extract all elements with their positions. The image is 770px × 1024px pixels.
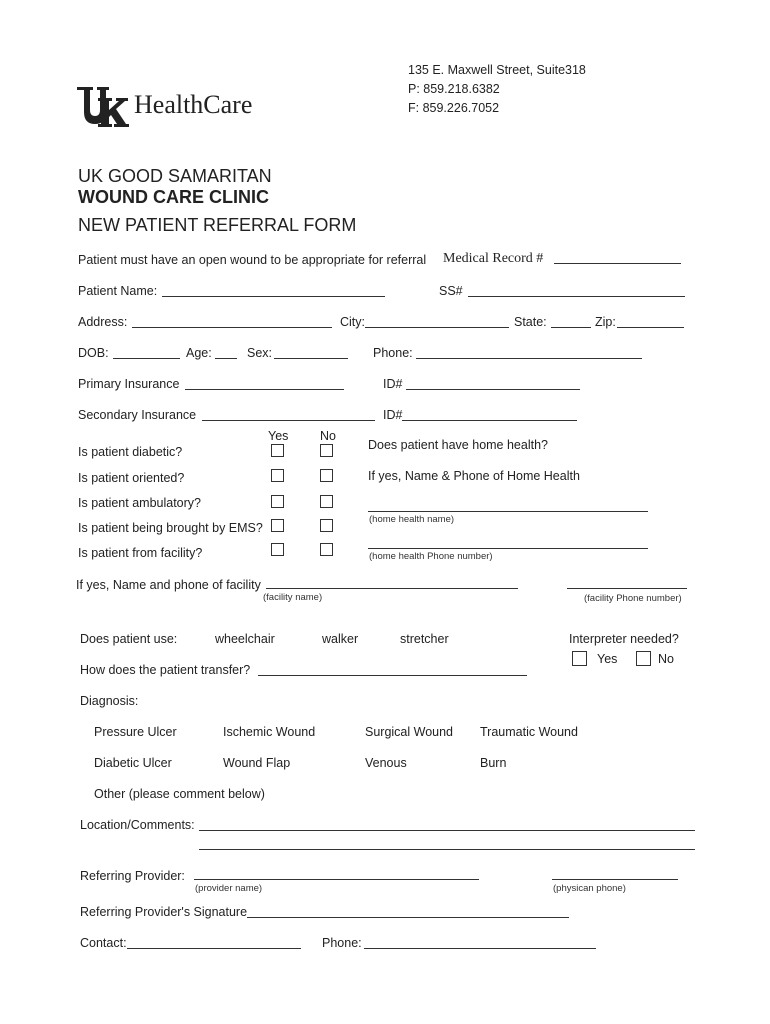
provider-name-caption: (provider name) [195,883,263,894]
primary-id-field[interactable] [406,389,580,390]
address-label: Address: [78,315,128,329]
medical-record-field[interactable] [554,263,681,264]
ss-label: SS# [439,284,463,298]
diagnosis-burn[interactable]: Burn [480,756,507,770]
secondary-id-label: ID# [383,408,403,422]
diagnosis-diabetic-ulcer[interactable]: Diabetic Ulcer [94,756,172,770]
ss-field[interactable] [468,296,685,297]
secondary-id-field[interactable] [402,420,577,421]
medical-record-label: Medical Record # [443,251,544,266]
city-field[interactable] [365,327,509,328]
signature-field[interactable] [247,917,569,918]
diagnosis-label: Diagnosis: [80,694,139,708]
question-ambulatory: Is patient ambulatory? [78,496,201,510]
primary-insurance-label: Primary Insurance [78,377,180,391]
interpreter-yes-label: Yes [597,652,618,666]
home-health-if-yes: If yes, Name & Phone of Home Health [368,469,580,483]
contact-phone-field[interactable] [364,948,596,949]
contact-phone-label: Phone: [322,936,362,950]
home-health-phone-field[interactable] [368,548,648,549]
primary-id-label: ID# [383,377,403,391]
oriented-yes-checkbox[interactable] [271,469,284,482]
interpreter-label: Interpreter needed? [569,632,679,646]
interpreter-no-label: No [658,652,674,666]
clinic-fax: F: 859.226.7052 [408,101,500,115]
use-wheelchair[interactable]: wheelchair [215,632,275,646]
signature-label: Referring Provider's Signature [80,905,248,919]
age-field[interactable] [215,358,237,359]
diagnosis-surgical-wound[interactable]: Surgical Wound [365,725,454,739]
diagnosis-traumatic-wound[interactable]: Traumatic Wound [480,725,578,739]
facility-no-checkbox[interactable] [320,543,333,556]
clinic-phone: P: 859.218.6382 [408,82,500,96]
facility-label: If yes, Name and phone of facility [76,578,261,592]
use-walker[interactable]: walker [322,632,359,646]
use-stretcher[interactable]: stretcher [400,632,449,646]
diagnosis-other[interactable]: Other (please comment below) [94,787,265,801]
no-header: No [320,429,336,443]
home-health-name-caption: (home health name) [369,514,455,525]
dob-field[interactable] [113,358,180,359]
diabetic-yes-checkbox[interactable] [271,444,284,457]
title-line1: UK GOOD SAMARITAN [78,166,272,186]
secondary-insurance-label: Secondary Insurance [78,408,197,422]
dob-label: DOB: [78,346,109,360]
diagnosis-ischemic-wound[interactable]: Ischemic Wound [223,725,316,739]
primary-insurance-field[interactable] [185,389,344,390]
uk-logo-icon [76,86,130,128]
city-label: City: [340,315,365,329]
referring-provider-label: Referring Provider: [80,869,185,883]
diagnosis-wound-flap[interactable]: Wound Flap [223,756,291,770]
phone-label: Phone: [373,346,413,360]
question-diabetic: Is patient diabetic? [78,445,183,459]
question-oriented: Is patient oriented? [78,471,185,485]
facility-yes-checkbox[interactable] [271,543,284,556]
uk-logo [76,86,130,133]
contact-field[interactable] [127,948,301,949]
transfer-field[interactable] [258,675,527,676]
physician-phone-caption: (physican phone) [553,883,626,894]
ambulatory-no-checkbox[interactable] [320,495,333,508]
clinic-address: 135 E. Maxwell Street, Suite318 [408,63,586,77]
patient-name-label: Patient Name: [78,284,158,298]
transfer-label: How does the patient transfer? [80,663,251,677]
facility-phone-field[interactable] [567,588,687,589]
patient-name-field[interactable] [162,296,385,297]
question-ems: Is patient being brought by EMS? [78,521,263,535]
secondary-insurance-field[interactable] [202,420,375,421]
referring-provider-field[interactable] [194,879,479,880]
sex-field[interactable] [274,358,348,359]
state-label: State: [514,315,547,329]
facility-name-field[interactable] [266,588,518,589]
interpreter-no-checkbox[interactable] [636,651,651,666]
home-health-question: Does patient have home health? [368,438,548,452]
location-comments-label: Location/Comments: [80,818,195,832]
address-field[interactable] [132,327,332,328]
facility-phone-caption: (facility Phone number) [584,593,682,604]
diagnosis-pressure-ulcer[interactable]: Pressure Ulcer [94,725,177,739]
location-comments-field-1[interactable] [199,830,695,831]
question-facility: Is patient from facility? [78,546,203,560]
diagnosis-venous[interactable]: Venous [365,756,407,770]
facility-name-caption: (facility name) [263,592,323,603]
ems-no-checkbox[interactable] [320,519,333,532]
referral-notice: Patient must have an open wound to be appropriate for referral [78,253,427,267]
oriented-no-checkbox[interactable] [320,469,333,482]
age-label: Age: [186,346,212,360]
phone-field[interactable] [416,358,642,359]
interpreter-yes-checkbox[interactable] [572,651,587,666]
logo-text: HealthCare [134,90,253,119]
location-comments-field-2[interactable] [199,849,695,850]
ambulatory-yes-checkbox[interactable] [271,495,284,508]
form-title: NEW PATIENT REFERRAL FORM [78,215,357,235]
contact-label: Contact: [80,936,127,950]
title-line2: WOUND CARE CLINIC [78,187,269,207]
yes-header: Yes [268,429,289,443]
zip-label: Zip: [595,315,616,329]
diabetic-no-checkbox[interactable] [320,444,333,457]
physician-phone-field[interactable] [552,879,678,880]
state-field[interactable] [551,327,591,328]
home-health-name-field[interactable] [368,511,648,512]
zip-field[interactable] [617,327,684,328]
home-health-phone-caption: (home health Phone number) [369,551,493,562]
sex-label: Sex: [247,346,273,360]
ems-yes-checkbox[interactable] [271,519,284,532]
uses-label: Does patient use: [80,632,178,646]
